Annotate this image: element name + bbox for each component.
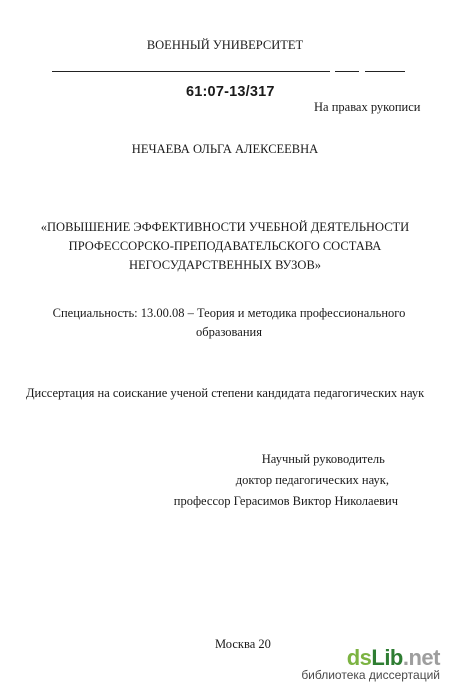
- dslib-watermark: [301, 645, 440, 682]
- title-line: ПРОФЕССОРСКО-ПРЕПОДАВАТЕЛЬСКОГО СОСТАВА: [68, 239, 382, 253]
- supervisor-line: доктор педагогических наук,: [235, 473, 389, 487]
- logo-lib: Lib: [371, 645, 403, 670]
- university-name: ВОЕННЫЙ УНИВЕРСИТЕТ: [146, 38, 304, 52]
- specialty: [0, 304, 450, 342]
- author-name: НЕЧАЕВА ОЛЬГА АЛЕКСЕЕВНА: [131, 142, 319, 156]
- specialty-line: Специальность: 13.00.08 – Теория и методика профессионального: [52, 306, 406, 320]
- header-rule-segment: [365, 71, 405, 72]
- header-rule-segment: [335, 71, 359, 72]
- manuscript-note: На правах рукописи: [314, 100, 421, 114]
- supervisor-block: [174, 449, 398, 512]
- city-year: Москва 20: [215, 637, 271, 651]
- title-line: «ПОВЫШЕНИЕ ЭФФЕКТИВНОСТИ УЧЕБНОЙ ДЕЯТЕЛЬНОСТИ: [40, 220, 410, 234]
- watermark-caption: библиотека диссертаций: [301, 668, 440, 682]
- supervisor-line: профессор Герасимов Виктор Николаевич: [173, 494, 398, 508]
- header-rule-segment: [52, 71, 330, 72]
- dissertation-degree: Диссертация на соискание ученой степени кандидата педагогических наук: [26, 386, 425, 400]
- logo-net: .net: [402, 645, 440, 670]
- dissertation-title: [0, 218, 450, 275]
- specialty-line: образования: [196, 325, 262, 339]
- supervisor-line: Научный руководитель: [261, 452, 385, 466]
- logo-ds: ds: [346, 645, 372, 670]
- registration-stamp: 61:07-13/317: [186, 84, 275, 100]
- title-line: НЕГОСУДАРСТВЕННЫХ ВУЗОВ»: [128, 258, 322, 272]
